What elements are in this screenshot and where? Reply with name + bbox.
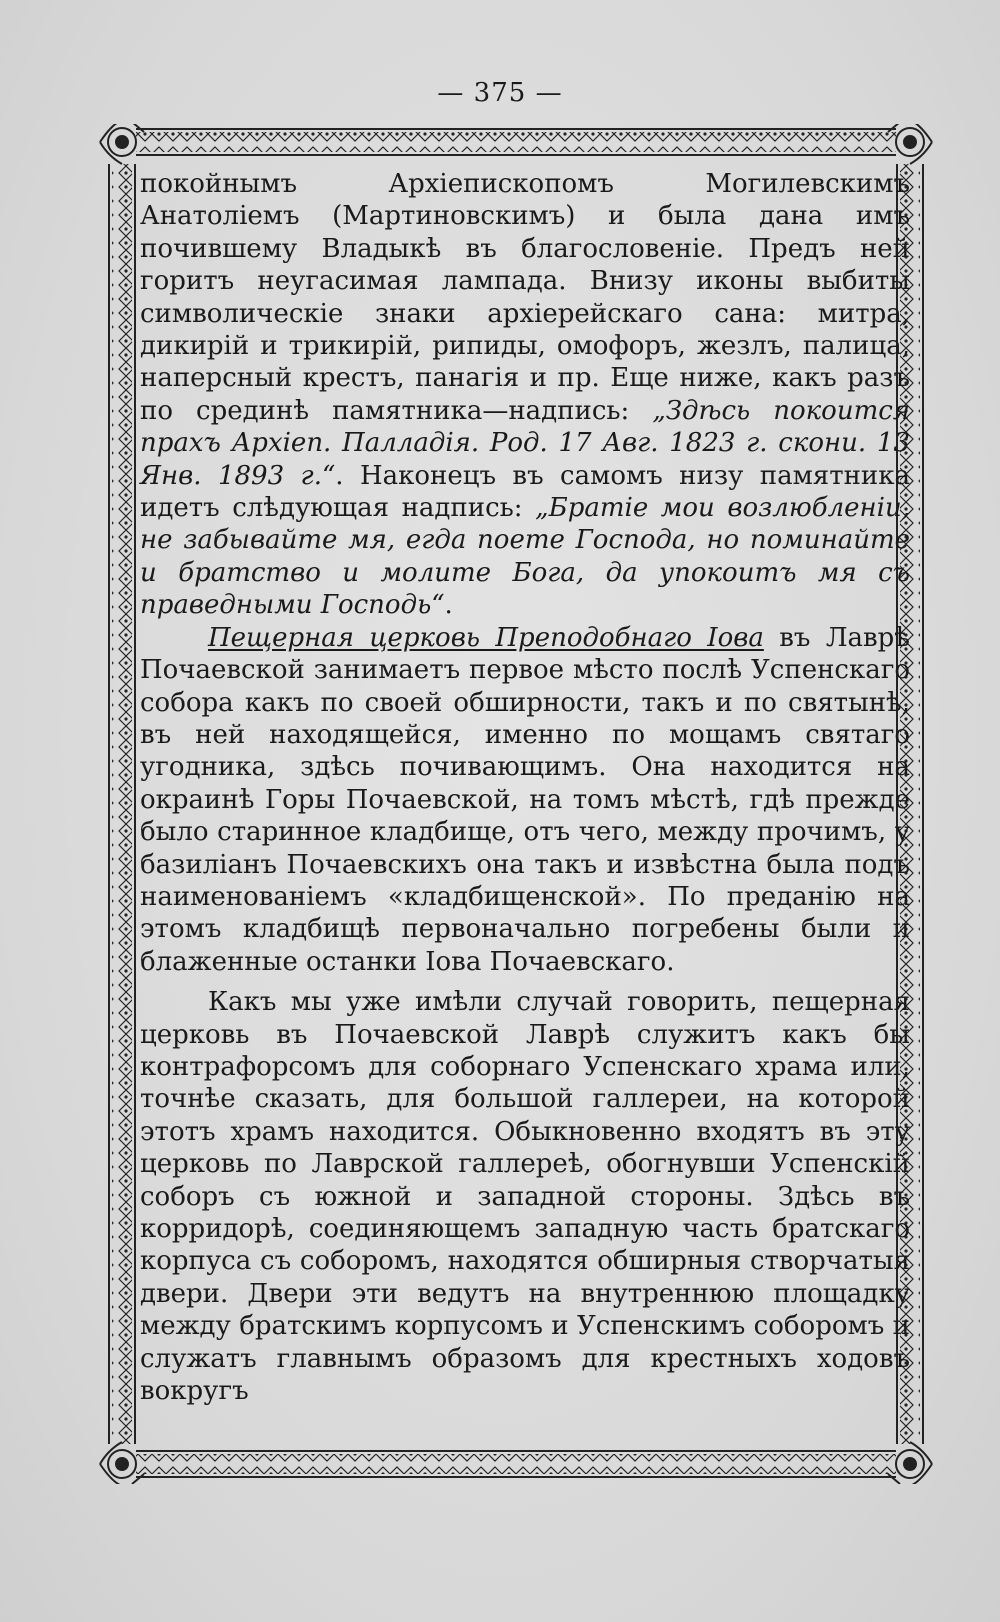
paragraph-1 bbox=[140, 168, 910, 622]
inscription-quote-2: „Братіе мои возлюбленіи, не забывайте мя, егда поете Господа, но поминайте и братство и молите Бога, да упокоитъ мя съ праведными Господь“ bbox=[140, 493, 910, 621]
page-number: — 375 — bbox=[437, 78, 563, 108]
para1-text-b: . Наконецъ въ самомъ низу памятника идетъ слѣдующая надпись: bbox=[140, 460, 910, 524]
paragraph-gap bbox=[140, 978, 910, 986]
para1-text-a: покойнымъ Архіепископомъ Могилевскимъ Анатоліемъ (Мартиновскимъ) и была дана имъ почившему Владыкѣ въ благословеніе. Предъ ней горитъ неугасимая лампада. Внизу иконы выбиты символическіе знаки архіерейскаго сана: митра, дикирій и трикирій, рипиды, омофоръ, жезлъ, палица, наперсный крестъ, панагія и пр. Еще ниже, какъ разъ по срединѣ памятника—надпись: bbox=[140, 169, 910, 426]
paragraph-3 bbox=[140, 986, 910, 1407]
para2-text: въ Лаврѣ Почаевской занимаетъ первое мѣсто послѣ Успенскаго собора какъ по своей обширности, такъ и по святынѣ, въ ней находящейся, именно по мощамъ святаго угодника, здѣсь почивающимъ. Она находится на окраинѣ Горы Почаевской, на томъ мѣстѣ, гдѣ прежде было старинное кладбище, отъ чего, между прочимъ, у базиліанъ Почаевскихъ она такъ и извѣстна была подъ наименованіемъ «кладбищенской». По преданію на этомъ кладбищѣ первоначально погребены были и блаженные останки Іова Почаевскаго. bbox=[140, 622, 910, 977]
section-heading: Пещерная церковь Преподобнаго Іова bbox=[208, 622, 764, 653]
para1-text-c: . bbox=[444, 590, 453, 621]
main-text bbox=[140, 168, 910, 1407]
para3-text: Какъ мы уже имѣли случай говорить, пещерная церковь въ Почаевской Лаврѣ служитъ какъ бы контрафорсомъ для соборнаго Успенскаго храма или, точнѣе сказать, для большой галлереи, на которой этотъ храмъ находится. Обыкновенно входятъ въ эту церковь по Лаврской галлереѣ, обогнувши Успенскій соборъ съ южной и западной стороны. Здѣсь въ корридорѣ, соединяющемъ западную часть братскаго корпуса съ соборомъ, находятся обширныя створчатыя двери. Двери эти ведутъ на внутреннюю площадку между братскимъ корпусомъ и Успенскимъ соборомъ и служатъ главнымъ образомъ для крестныхъ ходовъ вокругъ bbox=[140, 987, 910, 1407]
paragraph-2 bbox=[140, 622, 910, 978]
inscription-quote-1: „Здѣсь покоится прахъ Архіеп. Палладія. Род. 17 Авг. 1823 г. скони. 13 Янв. 1893 г.“ bbox=[140, 395, 911, 491]
